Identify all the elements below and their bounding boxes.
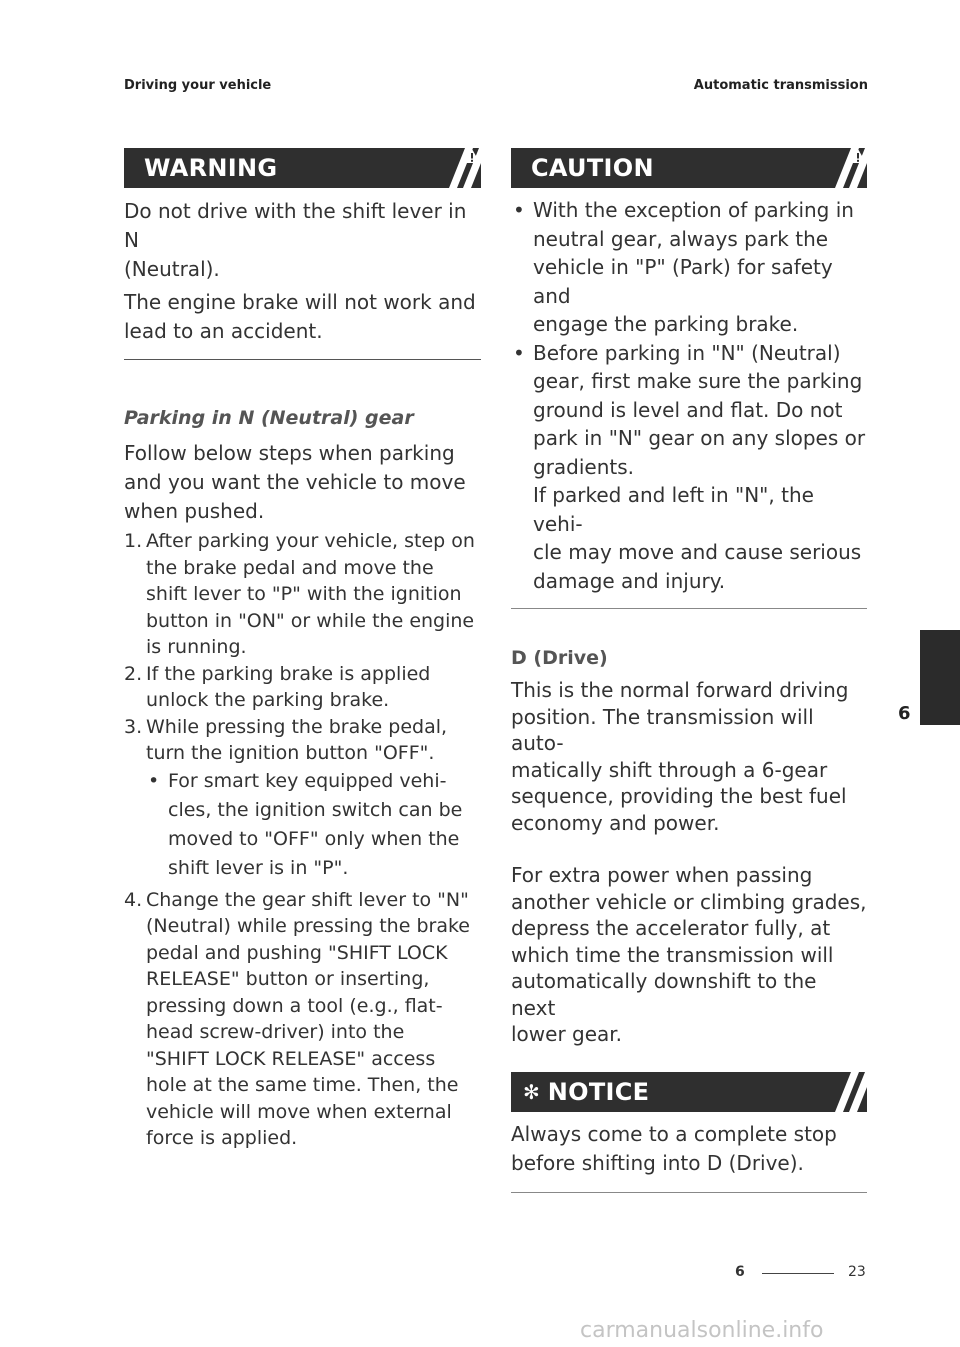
bullet-dot: •: [513, 198, 525, 222]
caution-1-line-2: neutral gear, always park the: [533, 226, 829, 251]
caution-2-line-7: cle may move and cause serious: [533, 540, 862, 564]
parking-intro-1: Follow below steps when parking: [124, 441, 455, 465]
step-4-line-10: force is applied.: [146, 1127, 298, 1149]
step-1-line-3: shift lever to "P" with the ignition: [146, 583, 462, 605]
drive-para2-line-1: For extra power when passing: [511, 863, 813, 887]
step-number: 2.: [124, 662, 143, 685]
step-1-line-5: is running.: [146, 636, 247, 658]
caution-2-line-2: gear, first make sure the parking: [533, 369, 863, 393]
notice-label: NOTICE: [547, 1077, 650, 1106]
drive-para1-line-5: economy and power.: [511, 810, 720, 835]
caution-bullet-2: [511, 339, 867, 596]
step-3-line-1: While pressing the brake pedal,: [146, 715, 448, 738]
parking-intro-3: when pushed.: [124, 499, 265, 523]
drive-para2-line-6: lower gear.: [511, 1022, 623, 1046]
step-2-line-1: If the parking brake is applied: [146, 662, 431, 685]
caution-1-line-4: engage the parking brake.: [533, 312, 799, 336]
chapter-side-tab: [920, 630, 960, 725]
note-line-3: moved to "OFF" only when the: [168, 827, 460, 850]
caution-2-line-1: Before parking in "N" (Neutral): [533, 340, 841, 365]
watermark: carmanualsonline.info: [580, 1318, 824, 1343]
caution-2-line-6: If parked and left in "N", the vehi-: [533, 483, 814, 536]
step-4-line-6: head screw-driver) into the: [146, 1021, 405, 1043]
banner-slash-decoration: [433, 148, 481, 188]
drive-para1-line-2: position. The transmission will auto-: [511, 704, 814, 755]
step-4-line-5: pressing down a tool (e.g., flat-: [146, 994, 443, 1017]
notice-end-rule: [511, 1192, 867, 1193]
drive-para1-line-1: This is the normal forward driving: [511, 678, 849, 702]
warning-line-3: The engine brake will not work and: [124, 290, 476, 314]
notice-line-1: Always come to a complete stop: [511, 1121, 837, 1146]
drive-para2-line-5: automatically downshift to the next: [511, 969, 817, 1020]
parking-neutral-title: Parking in N (Neutral) gear: [124, 407, 414, 429]
drive-para2-line-4: which time the transmission will: [511, 942, 834, 967]
footer-divider: [762, 1273, 834, 1274]
step-4-line-1: Change the gear shift lever to "N": [146, 888, 469, 911]
drive-para1-line-4: sequence, providing the best fuel: [511, 784, 847, 808]
parking-step-4: [124, 887, 481, 1152]
caution-2-line-4: park in "N" gear on any slopes or: [533, 426, 866, 450]
parking-step-3: [124, 714, 481, 767]
warning-banner: [124, 148, 481, 188]
parking-step-2: [124, 661, 481, 714]
notice-line-2: before shifting into D (Drive).: [511, 1150, 804, 1175]
drive-para1-line-3: matically shift through a 6-gear: [511, 757, 828, 782]
step-4-line-2: (Neutral) while pressing the brake: [146, 915, 470, 937]
step-1-line-4: button in "ON" or while the engine: [146, 609, 475, 632]
bullet-dot: •: [148, 769, 160, 792]
drive-title: D (Drive): [511, 647, 608, 669]
parking-step-3-note: [124, 767, 481, 883]
caution-banner: [511, 148, 867, 188]
parking-step-1: [124, 528, 481, 661]
running-header-topic: Automatic transmission: [693, 78, 868, 93]
left-column: [124, 148, 481, 1152]
caution-label: CAUTION: [531, 154, 654, 182]
warning-line-4: lead to an accident.: [124, 319, 323, 343]
drive-para2-line-3: depress the accelerator fully, at: [511, 916, 831, 940]
parking-intro-2: and you want the vehicle to move: [124, 470, 466, 494]
note-line-2: cles, the ignition switch can be: [168, 798, 463, 821]
footer-page-number: 23: [848, 1264, 866, 1280]
warning-label: WARNING: [144, 154, 278, 182]
banner-slash-decoration: [819, 1072, 867, 1112]
asterisk-icon: ✻: [523, 1079, 540, 1104]
note-line-1: For smart key equipped vehi-: [168, 769, 447, 792]
caution-2-line-3: ground is level and flat. Do not: [533, 397, 843, 422]
step-number: 3.: [124, 715, 143, 738]
step-4-line-3: pedal and pushing "SHIFT LOCK: [146, 941, 448, 964]
warning-line-2: (Neutral).: [124, 257, 220, 281]
running-header-section: Driving your vehicle: [124, 78, 272, 93]
caution-2-line-5: gradients.: [533, 454, 635, 479]
warning-line-1: Do not drive with the shift lever in N: [124, 199, 467, 252]
caution-2-line-8: damage and injury.: [533, 568, 726, 593]
step-2-line-2: unlock the parking brake.: [146, 689, 390, 711]
bullet-dot: •: [513, 340, 525, 365]
right-column: [511, 148, 867, 1193]
step-4-line-8: hole at the same time. Then, the: [146, 1074, 459, 1096]
step-3-line-2: turn the ignition button "OFF".: [146, 742, 435, 764]
chapter-tab-number: 6: [898, 703, 911, 724]
step-4-line-9: vehicle will move when external: [146, 1100, 452, 1123]
step-1-line-1: After parking your vehicle, step on: [146, 530, 475, 552]
caution-1-line-1: With the exception of parking in: [533, 198, 854, 222]
step-number: 1.: [124, 530, 143, 552]
step-4-line-4: RELEASE" button or inserting,: [146, 968, 430, 990]
drive-para2-line-2: another vehicle or climbing grades,: [511, 889, 867, 914]
step-number: 4.: [124, 888, 143, 911]
banner-slash-decoration: [819, 148, 867, 188]
caution-bullet-1: [511, 196, 867, 339]
footer-chapter-number: 6: [735, 1264, 745, 1280]
notice-banner: [511, 1072, 867, 1112]
note-line-4: shift lever is in "P".: [168, 856, 349, 879]
caution-1-line-3: vehicle in "P" (Park) for safety and: [533, 255, 833, 308]
step-4-line-7: "SHIFT LOCK RELEASE" access: [146, 1047, 436, 1070]
step-1-line-2: the brake pedal and move the: [146, 556, 434, 579]
